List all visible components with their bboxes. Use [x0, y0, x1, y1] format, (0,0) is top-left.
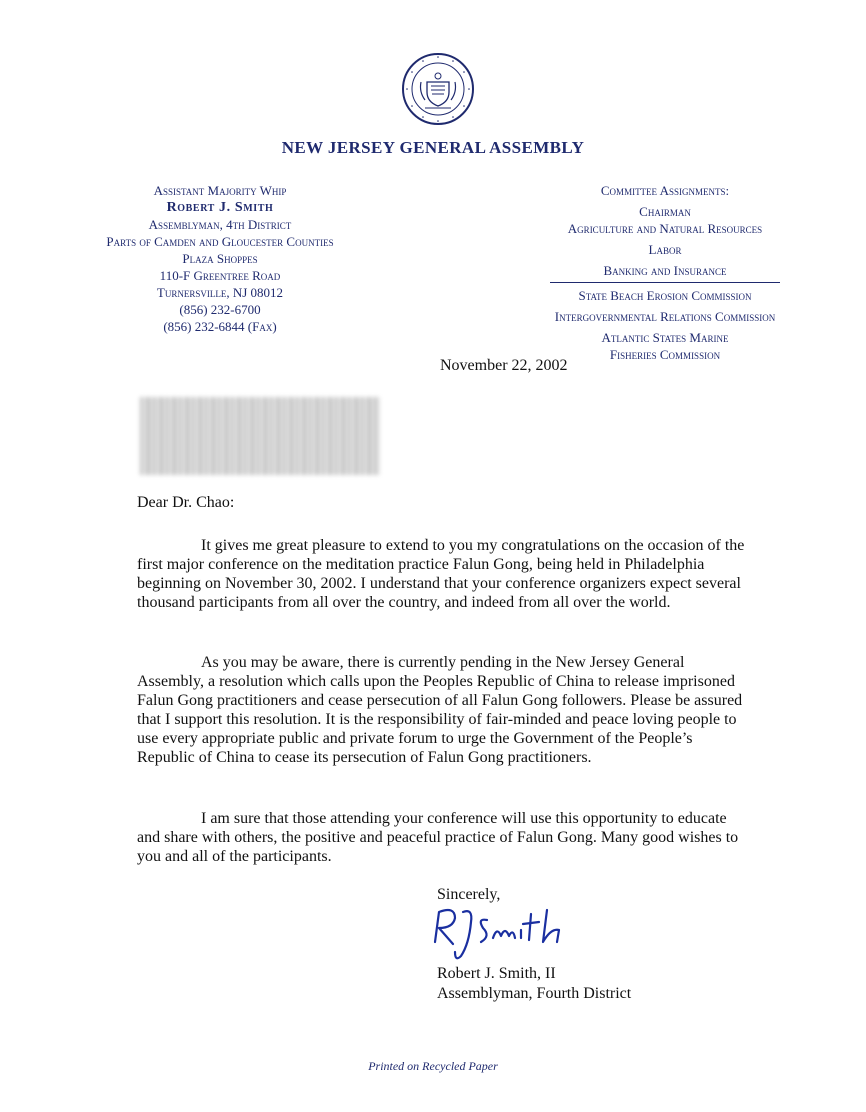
committee-assignments-block	[505, 182, 825, 363]
commission-intergovernmental: Intergovernmental Relations Commission	[554, 309, 776, 324]
recycled-paper-note: Printed on Recycled Paper	[368, 1059, 498, 1073]
committee-labor: Labor	[648, 242, 682, 257]
committee-role: Chairman	[639, 204, 691, 219]
commission-atlantic-line1: Atlantic States Marine	[601, 330, 729, 345]
office-fax: (856) 232-6844 (Fax)	[163, 319, 277, 334]
committee-heading: Committee Assignments:	[600, 183, 730, 198]
member-contact-block	[40, 182, 400, 335]
member-name: Robert J. Smith	[166, 200, 274, 215]
signer-title: Assemblyman, Fourth District	[437, 985, 632, 1002]
body-paragraph: It gives me great pleasure to extend to you my congratulations on the occasion of the first major conference on the meditation practice Falun Gong, being held in Philadelphia beginning on November 30, 2002. I understand that your conference organizers expect several thousand participants from all over the country, and indeed from all over the world.	[137, 537, 745, 611]
member-district: Assemblyman, 4th District	[148, 217, 292, 232]
organization-title: NEW JERSEY GENERAL ASSEMBLY	[281, 138, 585, 157]
member-position: Assistant Majority Whip	[153, 183, 287, 198]
body-paragraph: As you may be aware, there is currently pending in the New Jersey General Assembly, a resolution which calls upon the Peoples Republic of China to release imprisoned Falun Gong practitioners and cease persecution of all Falun Gong followers. Please be assured that I support this resolution. It is the responsibility of fair-minded and peace loving people to use every appropriate public and private forum to urge the Government of the People’s Republic of China to cease its persecution of Falun Gong practitioners.	[137, 654, 743, 766]
office-city: Turnersville, NJ 08012	[156, 285, 284, 300]
handwritten-signature	[425, 898, 595, 970]
office-street: 110-F Greentree Road	[159, 268, 281, 283]
office-building: Plaza Shoppes	[182, 251, 258, 266]
member-counties: Parts of Camden and Gloucester Counties	[106, 234, 334, 249]
committee-banking: Banking and Insurance	[603, 263, 727, 278]
salutation: Dear Dr. Chao:	[137, 494, 235, 511]
commission-atlantic-line2: Fisheries Commission	[609, 347, 721, 362]
commission-beach: State Beach Erosion Commission	[578, 288, 752, 303]
redacted-address	[140, 397, 380, 475]
committee-divider	[550, 282, 780, 283]
letter-date: November 22, 2002	[440, 357, 568, 374]
signer-name: Robert J. Smith, II	[437, 965, 556, 982]
office-phone: (856) 232-6700	[179, 302, 261, 317]
signer-block	[437, 964, 631, 1004]
body-paragraph: I am sure that those attending your conference will use this opportunity to educate and share with others, the positive and peaceful practice of Falun Gong. Many good wishes to you and all of the participants.	[137, 810, 739, 865]
state-seal-icon	[401, 52, 475, 126]
committee-agriculture: Agriculture and Natural Resources	[567, 221, 763, 236]
closing: Sincerely,	[437, 886, 501, 903]
